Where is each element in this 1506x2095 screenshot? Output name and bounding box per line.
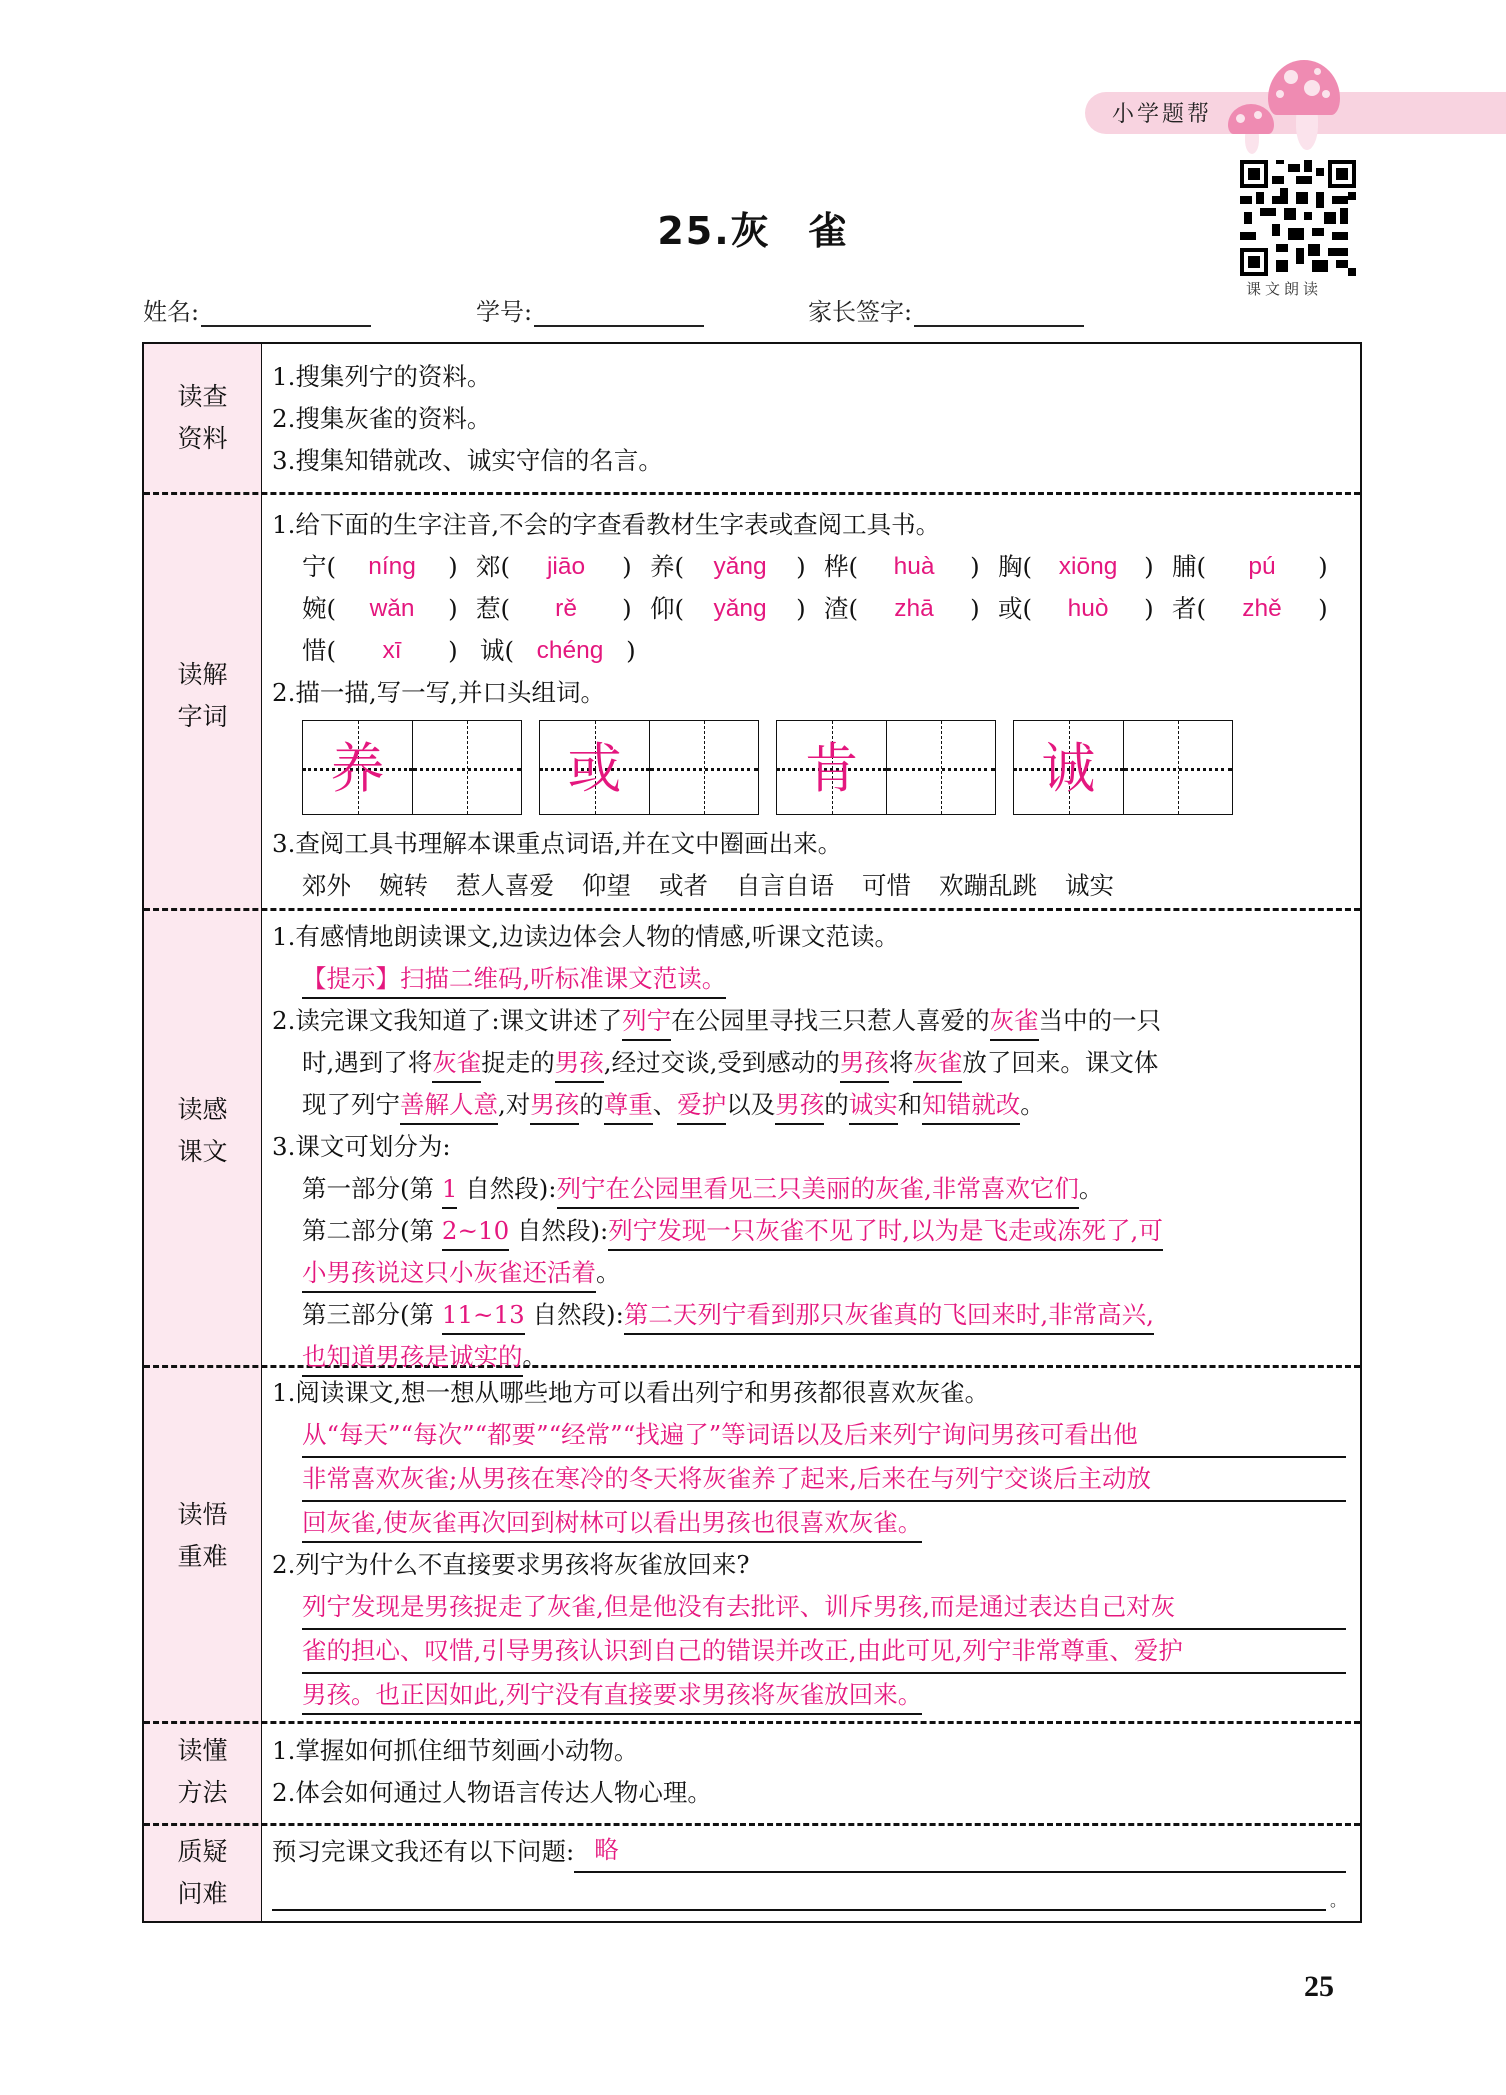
pinyin-item: 或 ( huò ) — [998, 588, 1172, 630]
key-word: 惹人喜爱 — [456, 871, 554, 900]
summary-blank[interactable]: 第二天列宁看到那只灰雀真的飞回来时,非常高兴, — [624, 1297, 1154, 1335]
char: 脯 — [1172, 552, 1197, 581]
section-label-questions — [144, 1831, 261, 1915]
label-line: 字词 — [177, 702, 228, 731]
part-line: 小男孩说这只小灰雀还活着。 — [272, 1252, 1346, 1294]
char: 仰 — [650, 594, 675, 623]
fill-in-line: 现了列宁善解人意,对男孩的尊重、爱护以及男孩的诚实和知错就改。 — [272, 1084, 1346, 1126]
pinyin-item: 诚 ( chéng ) — [480, 630, 658, 672]
section-label-methods — [144, 1730, 261, 1814]
summary-blank[interactable]: 列宁在公园里看见三只美丽的灰雀,非常喜欢它们 — [557, 1171, 1079, 1209]
part-line: 第二部分(第 2~10 自然段):列宁发现一只灰雀不见了时,以为是飞走或冻死了,可 — [272, 1210, 1346, 1252]
char: 胸 — [998, 552, 1023, 581]
pinyin-item: 惹 ( rě ) — [476, 588, 650, 630]
trace-char: 或 — [567, 737, 622, 800]
title-part-1: 25.灰 — [657, 209, 771, 253]
char: 宁 — [302, 552, 327, 581]
page-title — [0, 200, 1506, 255]
key-words — [272, 865, 1346, 907]
pinyin-item: 渣 ( zhā ) — [824, 588, 998, 630]
section-divider — [144, 908, 1360, 911]
answer-blank[interactable]: 男孩 — [840, 1045, 889, 1083]
label-line: 课文 — [177, 1137, 228, 1166]
part-line: 第三部分(第 11~13 自然段):第二天列宁看到那只灰雀真的飞回来时,非常高兴, — [272, 1294, 1346, 1336]
answer-blank[interactable]: 男孩 — [775, 1087, 824, 1125]
answer-blank[interactable]: 灰雀 — [913, 1045, 962, 1083]
tracing-box[interactable] — [1013, 720, 1233, 815]
summary-blank[interactable]: 小男孩说这只小灰雀还活着 — [302, 1255, 596, 1293]
qr-caption: 课文朗读 — [1246, 280, 1323, 298]
period: 。 — [1329, 1891, 1346, 1910]
key-word: 郊外 — [302, 871, 351, 900]
summary-blank[interactable]: 也知道男孩是诚实的 — [302, 1339, 523, 1377]
question: 1.阅读课文,想一想从哪些地方可以看出列宁和男孩都很喜欢灰雀。 — [272, 1378, 990, 1407]
question: 1.有感情地朗读课文,边读边体会人物的情感,听课文范读。 — [272, 922, 899, 951]
pinyin-item: 郊 ( jiāo ) — [476, 546, 650, 588]
section-divider — [144, 492, 1360, 495]
pinyin-answer[interactable]: yǎng — [713, 553, 767, 580]
brand-label: 小学题帮 — [1112, 102, 1213, 127]
fill-in-line: 时,遇到了将灰雀捉走的男孩,经过交谈,受到感动的男孩将灰雀放了回来。课文体 — [272, 1042, 1346, 1084]
range-blank[interactable]: 1 — [442, 1171, 458, 1209]
answer-blank[interactable]: 灰雀 — [990, 1003, 1039, 1041]
question: 3.课文可划分为: — [272, 1132, 451, 1161]
trace-char: 肯 — [804, 737, 859, 800]
section-questions — [272, 1831, 1346, 1911]
mushroom-large-icon — [1268, 60, 1348, 150]
question: 2.描一描,写一写,并口头组词。 — [272, 678, 605, 707]
pinyin-item: 脯 ( pú ) — [1172, 546, 1346, 588]
answer-blank[interactable]: 尊重 — [604, 1087, 653, 1125]
answer-line[interactable]: 回灰雀,使灰雀再次回到树林可以看出男孩也很喜欢灰雀。 — [302, 1505, 922, 1543]
question: 3.查阅工具书理解本课重点词语,并在文中圈画出来。 — [272, 829, 843, 858]
pinyin-answer[interactable]: xiōng — [1058, 553, 1118, 580]
key-word: 或者 — [659, 871, 708, 900]
pinyin-answer[interactable]: xī — [382, 637, 402, 664]
key-word: 仰望 — [582, 871, 631, 900]
pinyin-row — [272, 546, 1346, 588]
answer-blank[interactable]: 男孩 — [530, 1087, 579, 1125]
tracing-box[interactable] — [539, 720, 759, 815]
pinyin-row — [272, 588, 1346, 630]
char: 渣 — [824, 594, 849, 623]
pinyin-item: 养 ( yǎng ) — [650, 546, 824, 588]
parent-signature-label: 家长签字: — [808, 298, 913, 326]
pinyin-item: 桦 ( huà ) — [824, 546, 998, 588]
list-item: 1.搜集列宁的资料。 — [272, 362, 492, 391]
pinyin-item: 仰 ( yǎng ) — [650, 588, 824, 630]
title-part-2: 雀 — [808, 209, 849, 253]
name-label: 姓名: — [143, 298, 200, 326]
parent-signature-blank[interactable] — [914, 303, 1084, 327]
answer-blank[interactable]: 爱护 — [677, 1087, 726, 1125]
pinyin-item: 惜 ( xī ) — [302, 630, 480, 672]
section-label-research — [144, 376, 261, 460]
char: 惜 — [302, 636, 327, 665]
list-item: 2.体会如何通过人物语言传达人物心理。 — [272, 1778, 712, 1807]
char: 养 — [650, 552, 675, 581]
parent-signature-field[interactable] — [808, 292, 1084, 327]
preview-table — [142, 342, 1362, 1923]
section-key-points — [272, 1372, 1346, 1716]
label-line: 问难 — [177, 1879, 228, 1908]
label-line: 读查 — [177, 382, 228, 411]
section-divider — [144, 1721, 1360, 1724]
pinyin-answer[interactable]: huà — [893, 553, 935, 580]
label-line: 资料 — [177, 424, 228, 453]
list-item: 3.搜集知错就改、诚实守信的名言。 — [272, 446, 663, 475]
question-answer-line-2[interactable] — [272, 1879, 1326, 1911]
answer-line[interactable]: 非常喜欢灰雀;从男孩在寒冷的冬天将灰雀养了起来,后来在与列宁交谈后主动放 — [302, 1458, 1346, 1502]
key-word: 可惜 — [862, 871, 911, 900]
part-line: 也知道男孩是诚实的。 — [272, 1336, 1346, 1378]
range-blank[interactable]: 2~10 — [442, 1213, 509, 1251]
key-word: 诚实 — [1065, 871, 1114, 900]
pinyin-row — [272, 630, 1346, 672]
key-word: 欢蹦乱跳 — [939, 871, 1037, 900]
pinyin-item: 者 ( zhě ) — [1172, 588, 1346, 630]
page-number: 25 — [1304, 1970, 1334, 2003]
pinyin-answer[interactable]: chéng — [536, 637, 604, 664]
tracing-box[interactable] — [302, 720, 522, 815]
tip-text: 【提示】扫描二维码,听标准课文范读。 — [302, 961, 726, 999]
answer-blank[interactable]: 善解人意 — [400, 1087, 498, 1125]
char: 郊 — [476, 552, 501, 581]
pinyin-answer[interactable]: jiāo — [546, 553, 586, 580]
answer-blank[interactable]: 男孩 — [555, 1045, 604, 1083]
label-line: 读悟 — [177, 1500, 228, 1529]
section-divider — [144, 1823, 1360, 1826]
name-field[interactable] — [143, 292, 371, 327]
char: 或 — [998, 594, 1023, 623]
fill-in-line: 2.读完课文我知道了:课文讲述了列宁在公园里寻找三只惹人喜爱的灰雀当中的一只 — [272, 1000, 1346, 1042]
pinyin-answer[interactable]: zhě — [1242, 595, 1282, 622]
pinyin-item: 胸 ( xiōng ) — [998, 546, 1172, 588]
pinyin-answer[interactable]: níng — [368, 553, 416, 580]
section-label-reading — [144, 1089, 261, 1173]
section-research — [272, 356, 1346, 482]
pinyin-answer[interactable]: huò — [1067, 595, 1109, 622]
pinyin-answer[interactable]: wǎn — [369, 595, 415, 622]
tracing-box[interactable] — [776, 720, 996, 815]
list-item: 2.搜集灰雀的资料。 — [272, 404, 492, 433]
pinyin-item: 婉 ( wǎn ) — [302, 588, 476, 630]
key-word: 婉转 — [379, 871, 428, 900]
trace-char: 诚 — [1041, 737, 1096, 800]
label-line: 读解 — [177, 660, 228, 689]
label-line: 质疑 — [177, 1837, 228, 1866]
list-item: 1.掌握如何抓住细节刻画小动物。 — [272, 1736, 639, 1765]
name-blank[interactable] — [201, 303, 371, 327]
pinyin-answer[interactable]: zhā — [894, 595, 934, 622]
answer-line[interactable]: 男孩。也正因如此,列宁没有直接要求男孩将灰雀放回来。 — [302, 1677, 922, 1715]
question: 1.给下面的生字注音,不会的字查看教材生字表或查阅工具书。 — [272, 510, 941, 539]
section-methods — [272, 1730, 1346, 1814]
label-line: 重难 — [177, 1542, 228, 1571]
part-line: 第一部分(第 1 自然段):列宁在公园里看见三只美丽的灰雀,非常喜欢它们。 — [272, 1168, 1346, 1210]
answer-blank[interactable]: 灰雀 — [432, 1045, 481, 1083]
trace-char: 养 — [330, 737, 385, 800]
answer-line[interactable]: 列宁发现是男孩捉走了灰雀,但是他没有去批评、训斥男孩,而是通过表达自己对灰 — [302, 1586, 1346, 1630]
answer-blank[interactable]: 知错就改 — [922, 1087, 1020, 1125]
key-word: 自言自语 — [736, 871, 834, 900]
pinyin-answer[interactable]: yǎng — [713, 595, 767, 622]
summary-blank[interactable]: 列宁发现一只灰雀不见了时,以为是飞走或冻死了,可 — [608, 1213, 1163, 1251]
range-blank[interactable]: 11~13 — [442, 1297, 525, 1335]
label-line: 方法 — [177, 1778, 228, 1807]
section-vocabulary — [272, 504, 1346, 907]
pinyin-answer[interactable]: pú — [1248, 553, 1276, 580]
answer-line[interactable]: 雀的担心、叹惜,引导男孩认识到自己的错误并改正,由此可见,列宁非常尊重、爱护 — [302, 1630, 1346, 1674]
char: 婉 — [302, 594, 327, 623]
section-label-key-points — [144, 1494, 261, 1578]
char: 惹 — [476, 594, 501, 623]
answer-blank[interactable]: 诚实 — [849, 1087, 898, 1125]
answer-line[interactable]: 从“每天”“每次”“都要”“经常”“找遍了”等词语以及后来列宁询问男孩可看出他 — [302, 1414, 1346, 1458]
section-label-vocabulary — [144, 654, 261, 738]
pinyin-answer[interactable]: rě — [555, 595, 577, 622]
pinyin-item: 宁 ( níng ) — [302, 546, 476, 588]
question: 预习完课文我还有以下问题: — [272, 1837, 575, 1866]
tracing-boxes — [272, 720, 1346, 815]
char: 桦 — [824, 552, 849, 581]
student-id-blank[interactable] — [534, 303, 704, 327]
question-answer-input[interactable]: 略 — [574, 1831, 1346, 1873]
label-line: 读懂 — [177, 1736, 228, 1765]
label-line: 读感 — [177, 1095, 228, 1124]
student-id-label: 学号: — [476, 298, 533, 326]
section-reading — [272, 916, 1346, 1378]
char: 者 — [1172, 594, 1197, 623]
question: 2.列宁为什么不直接要求男孩将灰雀放回来? — [272, 1550, 750, 1579]
student-id-field[interactable] — [476, 292, 704, 327]
char: 诚 — [480, 636, 505, 665]
answer-blank[interactable]: 列宁 — [622, 1003, 671, 1041]
